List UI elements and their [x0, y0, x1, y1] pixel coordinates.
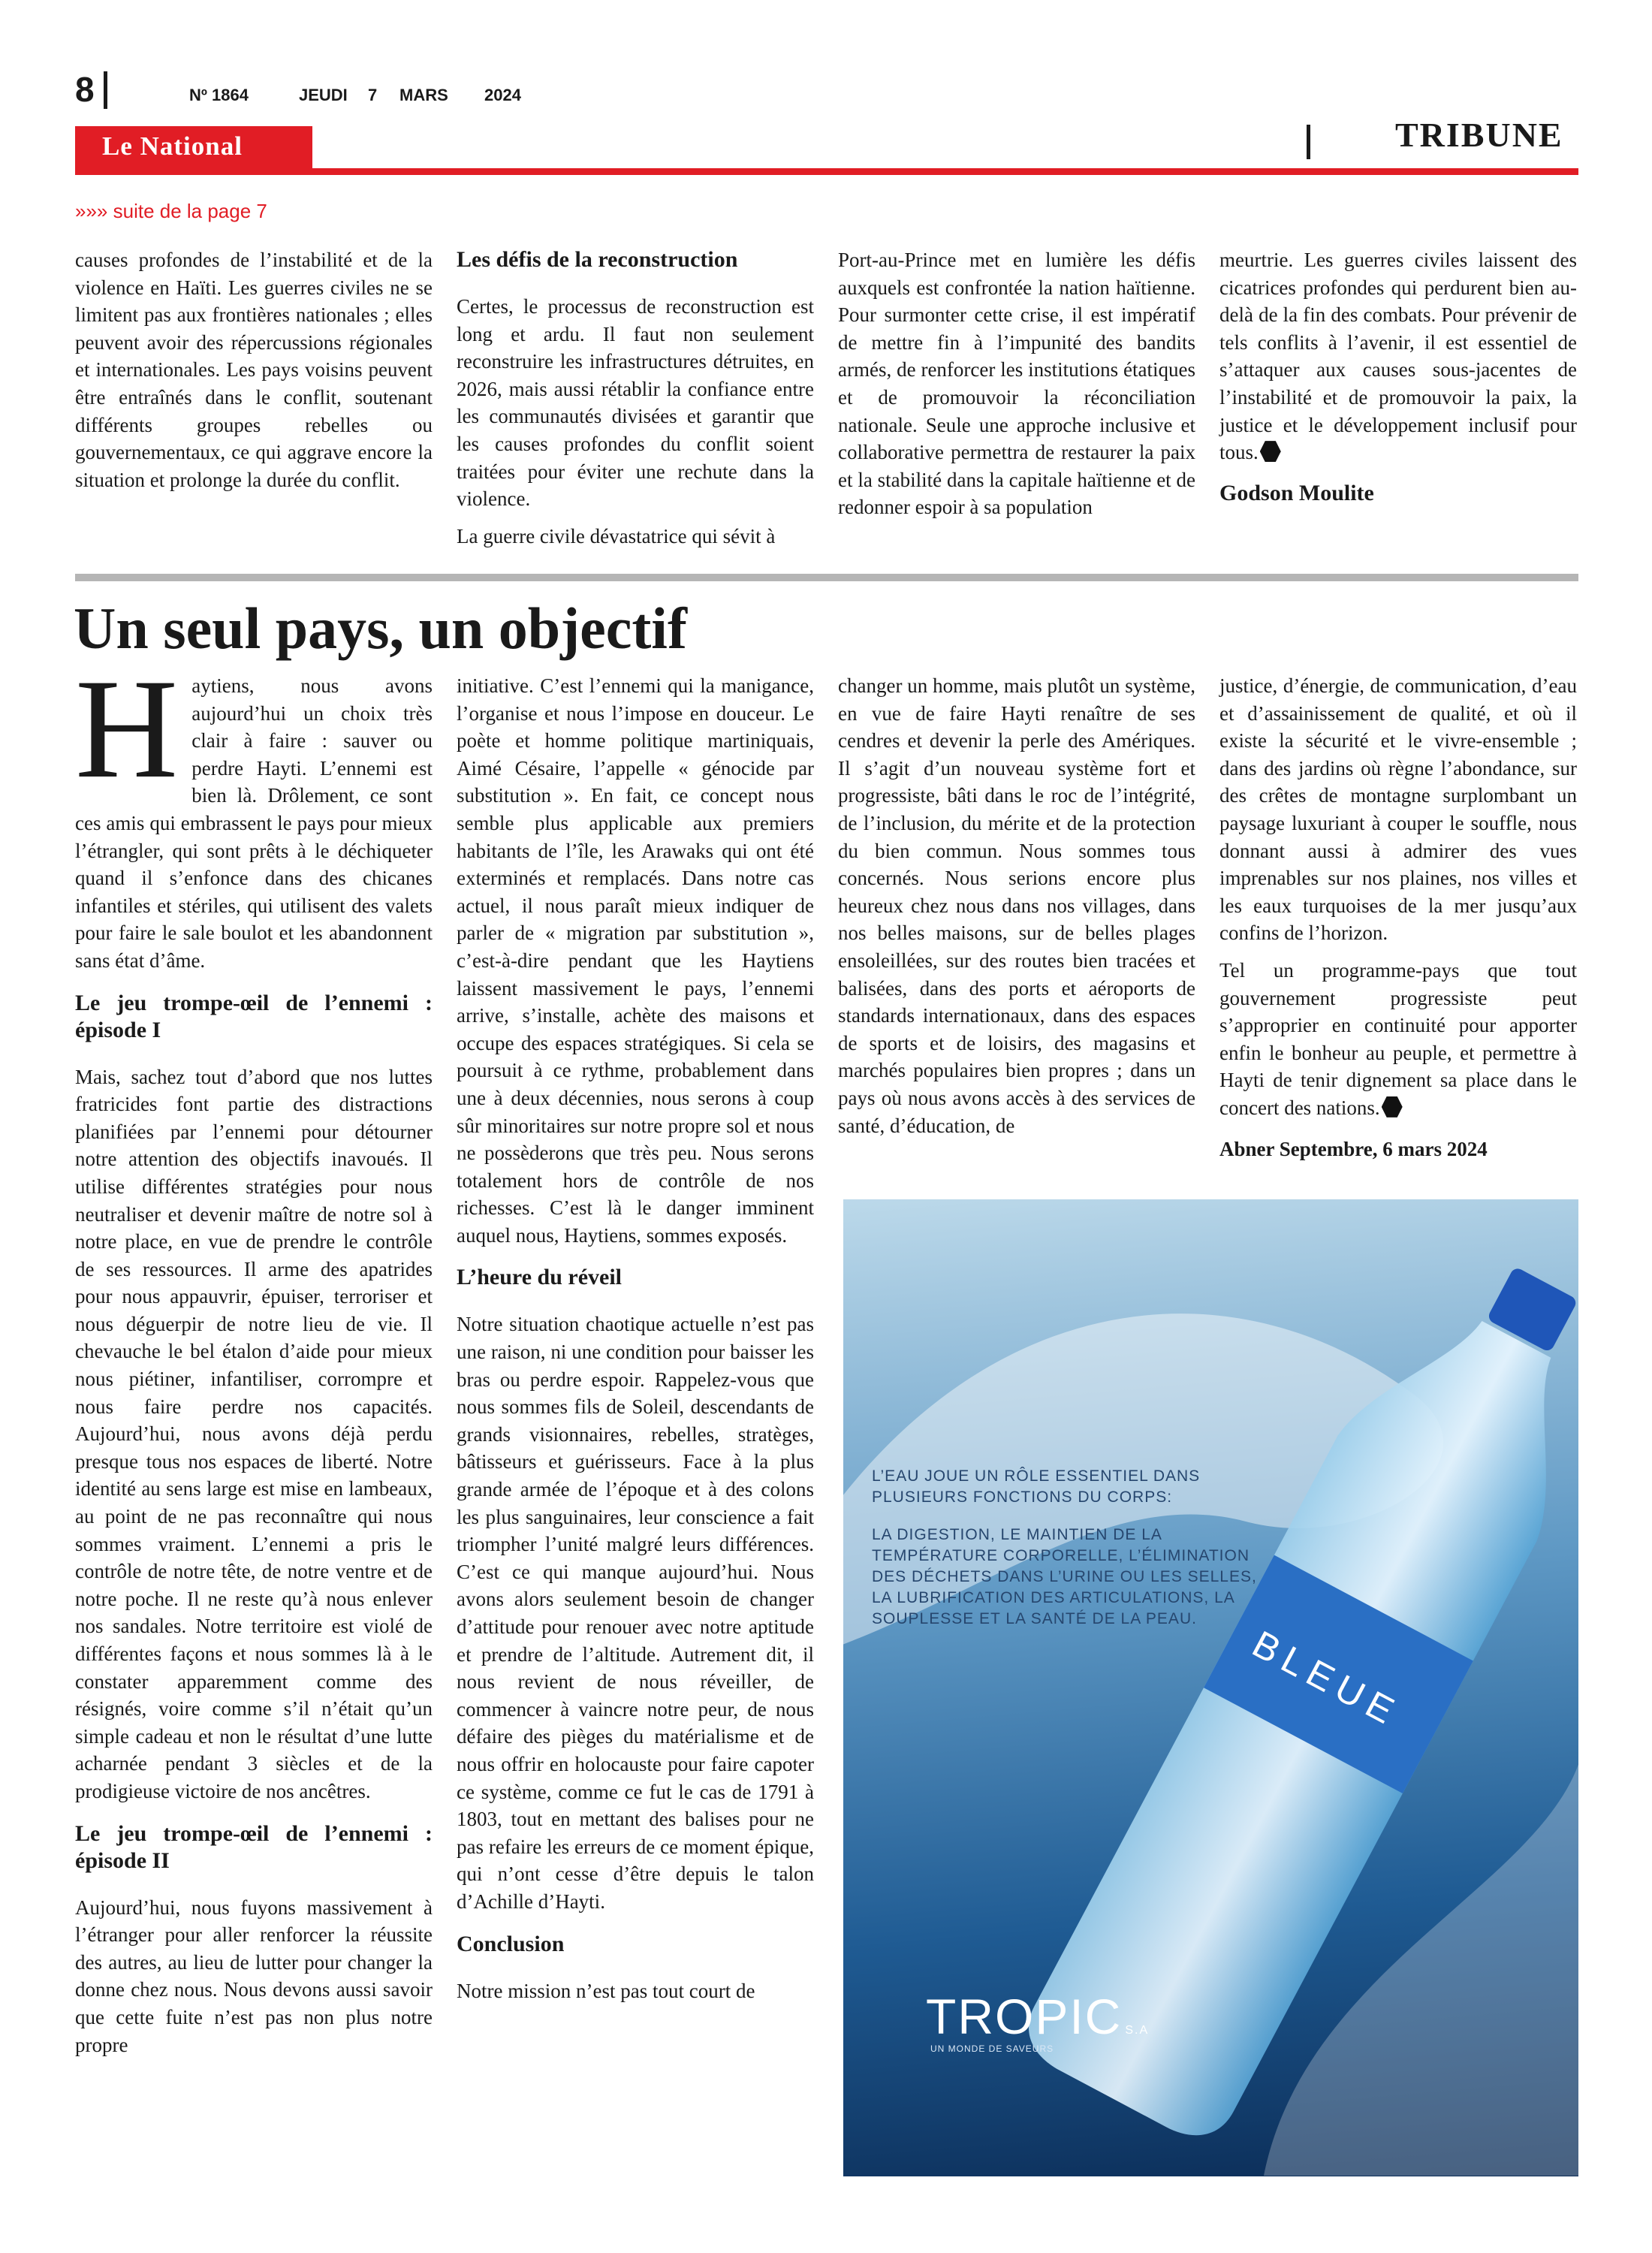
article2-subheading: Conclusion: [457, 1931, 565, 1956]
brand-tagline: UN MONDE DE SAVEURS: [930, 2043, 1054, 2054]
section-title: TRIBUNE: [1395, 116, 1563, 154]
article1-paragraph: La guerre civile dévastatrice qui sévit à: [457, 524, 776, 547]
issue-month: MARS: [399, 86, 448, 104]
ad-copy-line: L’EAU JOUE UN RÔLE ESSENTIEL DANS PLUSIEURS FONCTIONS DU CORPS:: [872, 1467, 1201, 1506]
article2-paragraph: Notre situation chaotique actuelle n’est pas une raison, ni une condition pour baisser les bras ou perdre espoir. Rappelez-vous que nous sommes fils de Soleil, descendants de grands visionnaires, rebelles, stratèges, bâtisseurs et guérisseurs. Face à la plus grande armée de l’époque et à des colons les plus sanguinaires, leur conscience a fait triompher l’unité malgré leurs différences. C’est ce qui manque aujourd’hui. Nous avons alors seulement besoin de changer d’attitude pour renouer avec notre aptitude et prendre de l’altitude. Autrement dit, il nous revient de nous réveiller, de commencer à vaincre notre peur, de nous défaire des pièges du matérialisme et de nous offrir en holocauste pour faire capoter ce système, comme ce fut le cas de 1791 à 1803, tout en mettant des balises pour ne pas refaire les erreurs de ce moment épique, qui n’ont cesse d’être depuis le talon d’Achille d’Hayti.: [457, 1313, 814, 1913]
ad-copy-line: LA DIGESTION, LE MAINTIEN DE LA TEMPÉRATURE CORPORELLE, L’ÉLIMINATION DES DÉCHETS DANS L’URINE OU LES SELLES, LA LUBRIFICATION DES ARTICULATIONS, LA SOUPLESSE ET LA SANTÉ DE LA PEAU.: [872, 1526, 1257, 1627]
bottle-label-product: BLEUE: [1245, 1622, 1408, 1736]
brand-logo: TROPIC S.A: [926, 1989, 1150, 2044]
article1-paragraph: Certes, le processus de reconstruction est long et ardu. Il faut non seulement reconstruire les infrastructures détruites, en 2026, mais aussi rétablir la confiance entre les communautés divisées et garantir que les causes profondes du conflit soient traitées pour éviter une rechute dans la violence.: [457, 295, 814, 511]
article2-lead-paragraph: Haytiens, nous avons aujourd’hui un choix très clair à faire : sauver ou perdre Hayti. L’ennemi est bien là. Drôlement, ce sont ces amis qui embrassent le pays pour mieux l’étrangler, qui sont prêts à le déchiqueter quand il s’enfonce dans des chicanes infantiles et stériles, qui utilisent des valets pour faire le sale boulot et les abandonnent sans état d’âme.: [75, 650, 433, 972]
article2-column-3: [838, 672, 1195, 1149]
article1-paragraph: causes profondes de l’instabilité et de la violence en Haïti. Les guerres civiles ne se limitent pas aux frontières nationales ; elles peuvent avoir des répercussions régionales et internationales. Les pays voisins peuvent être entraînés dans le conflit, soutenant différents groupes rebelles ou gouvernementaux, ce qui aggrave encore la situation et prolonge la durée du conflit.: [75, 249, 433, 491]
section-divider: [1307, 125, 1310, 159]
article2-author: Abner Septembre, 6 mars 2024: [1219, 1137, 1488, 1160]
article2-headline: Un seul pays, un objectif: [74, 596, 687, 661]
article1-column-1: [75, 246, 433, 503]
article2-paragraph: Mais, sachez tout d’abord que nos luttes fratricides font partie des distractions planifiées par l’ennemi pour détourner notre attention des objectifs inavoués. Il utilise différentes stratégies pour nous neutraliser et devenir maître de notre sol à notre place, en vue de prendre le contrôle de ses ressources. Il arme des apatrides pour nous appauvrir, épuiser, terroriser et nous déguerpir de notre lieu de vie. Il chevauche le bel étalon d’aide pour mieux nous piétiner, infantiliser, corrompre et nous faire perdre nos capacités. Aujourd’hui, nous avons déjà perdu presque tous nos espaces de liberté. Notre identité au sens large est mise en lambeaux, au point de ne pas reconnaître qui nous sommes vraiment. L’ennemi a pris le contrôle de notre tête, de notre ventre et de notre poche. Il ne reste qu’à nous enlever nos sandales. Notre territoire est violé de différentes façons et nous sommes là à le constater apparemment comme des résignés, voire comme s’il n’était qu’un simple cadeau et non le résultat d’une lutte acharnée pendant 3 siècles et de la prodigieuse victoire de nos ancêtres.: [75, 1065, 433, 1802]
article2-paragraph: Notre mission n’est pas tout court de: [457, 1979, 755, 2002]
article2-column-4: [1219, 672, 1577, 1163]
article2-paragraph: Tel un programme-pays que tout gouvernement progressiste peut s’approprier en continuité pour apporter enfin le bonheur au peuple, et permettre à Hayti de tenir dignement sa place dans le concert des nations.: [1219, 958, 1577, 1119]
issue-date: 7: [368, 86, 378, 104]
issue-year: 2024: [484, 86, 521, 104]
article2-paragraph: Aujourd’hui, nous fuyons massivement à l’étranger pour aller renforcer la réussite des autres, au lieu de lutter pour changer la donne chez nous. Nous devons aussi savoir que cette fuite n’est pas non plus notre propre: [75, 1896, 433, 2056]
water-advertisement: [843, 1199, 1578, 2176]
article1-column-2: [457, 246, 814, 559]
article1-paragraph: Port-au-Prince met en lumière les défis auxquels est confrontée la nation haïtienne. Pour surmonter cette crise, il est impératif de mettre fin à l’impunité des bandits armés, de renforcer les institutions étatiques et de promouvoir la réconciliation nationale. Seule une approche inclusive et collaborative permettra de restaurer la paix et la stabilité dans la capitale haïtienne et de redonner espoir à sa population: [838, 249, 1195, 519]
article2-column-1: [75, 650, 433, 2068]
article2-subheading: Le jeu trompe-œil de l’ennemi : épisode II: [75, 1820, 433, 1873]
drop-cap: H: [75, 650, 179, 808]
article1-author: Godson Moulite: [1219, 480, 1374, 505]
article2-subheading: Le jeu trompe-œil de l’ennemi : épisode I: [75, 990, 433, 1042]
end-of-article-icon: [1260, 441, 1281, 462]
article1-subheading: Les défis de la reconstruction: [457, 247, 738, 272]
page-number: 8: [75, 70, 95, 109]
header-divider: [104, 71, 107, 109]
continuation-note: »»» suite de la page 7: [75, 200, 267, 222]
article2-paragraph: changer un homme, mais plutôt un système, en vue de faire Hayti renaître de ses cendres et devenir la perle des Amériques. Il s’agit d’un nouveau système fort et progressiste, bâti dans le roc de l’intégrité, de l’inclusion, du mérite et de la protection du bien commun. Nous sommes tous concernés. Nous serions encore plus heureux chez nous dans nos villages, dans nos belles maisons, sur de belles plages ensoleillées, sur des routes bien tracées et balisées, dans des ports et aéroports de standards internationaux, dans des espaces de sports et de loisirs, des magasins et marchés populaires bien propres ; dans un pays où nous avons accès à des services de santé, d’éducation, de: [838, 674, 1195, 1137]
article1-column-4: [1219, 246, 1577, 507]
publication-name: Le National: [102, 131, 243, 161]
article1-paragraph: meurtrie. Les guerres civiles laissent des cicatrices profondes qui perdurent bien au-delà de la fin des combats. Pour prévenir de tels conflits à l’avenir, il est essentiel de s’attaquer aux causes sous-jacentes de l’instabilité et de promouvoir la paix, la justice et le développement inclusif pour tous.: [1219, 249, 1577, 464]
article-divider: [75, 574, 1578, 581]
ad-copy: [872, 1466, 1262, 1646]
article1-column-3: [838, 246, 1195, 531]
article2-subheading: L’heure du réveil: [457, 1265, 623, 1290]
end-of-article-icon: [1382, 1096, 1403, 1117]
article2-paragraph: justice, d’énergie, de communication, d’eau et d’assainissement de qualité, et où il existe la sécurité et le vivre-ensemble ; dans des jardins où règne l’abondance, sur des crêtes de montagne surplombant un paysage luxuriant à couper le souffle, nous donnant aussi à admirer des vues imprenables sur nos plaines, nos villes et les eaux turquoises de la mer jusqu’aux confins de l’horizon.: [1219, 674, 1577, 945]
article2-paragraph: initiative. C’est l’ennemi qui la manigance, l’organise et nous l’impose en douceur. Le poète et homme politique martiniquais, Aimé Césaire, l’appelle « génocide par substitution ». En fait, ce concept nous semble plus applicable aux premiers habitants de l’île, les Arawaks qui ont été exterminés et remplacés. Dans notre cas actuel, il nous paraît mieux indiquer de parler de « migration par substitution », c’est-à-dire pendant que les Haytiens laissent massivement le pays, l’ennemi arrive, s’installe, achète des maisons et occupe des espaces stratégiques. Si cela se poursuit à ce rythme, probablement dans une à deux décennies, nous serons à coup sûr minoritaires sur notre propre sol et nous ne possèderons que très peu. Nous serons totalement hors de contrôle de nos richesses. C’est là le danger imminent auquel nous, Haytiens, sommes exposés.: [457, 674, 814, 1247]
article2-column-2: [457, 672, 814, 2014]
header-rule: [75, 168, 1578, 175]
issue-day: JEUDI: [299, 86, 348, 104]
issue-number: Nº 1864: [189, 86, 249, 104]
